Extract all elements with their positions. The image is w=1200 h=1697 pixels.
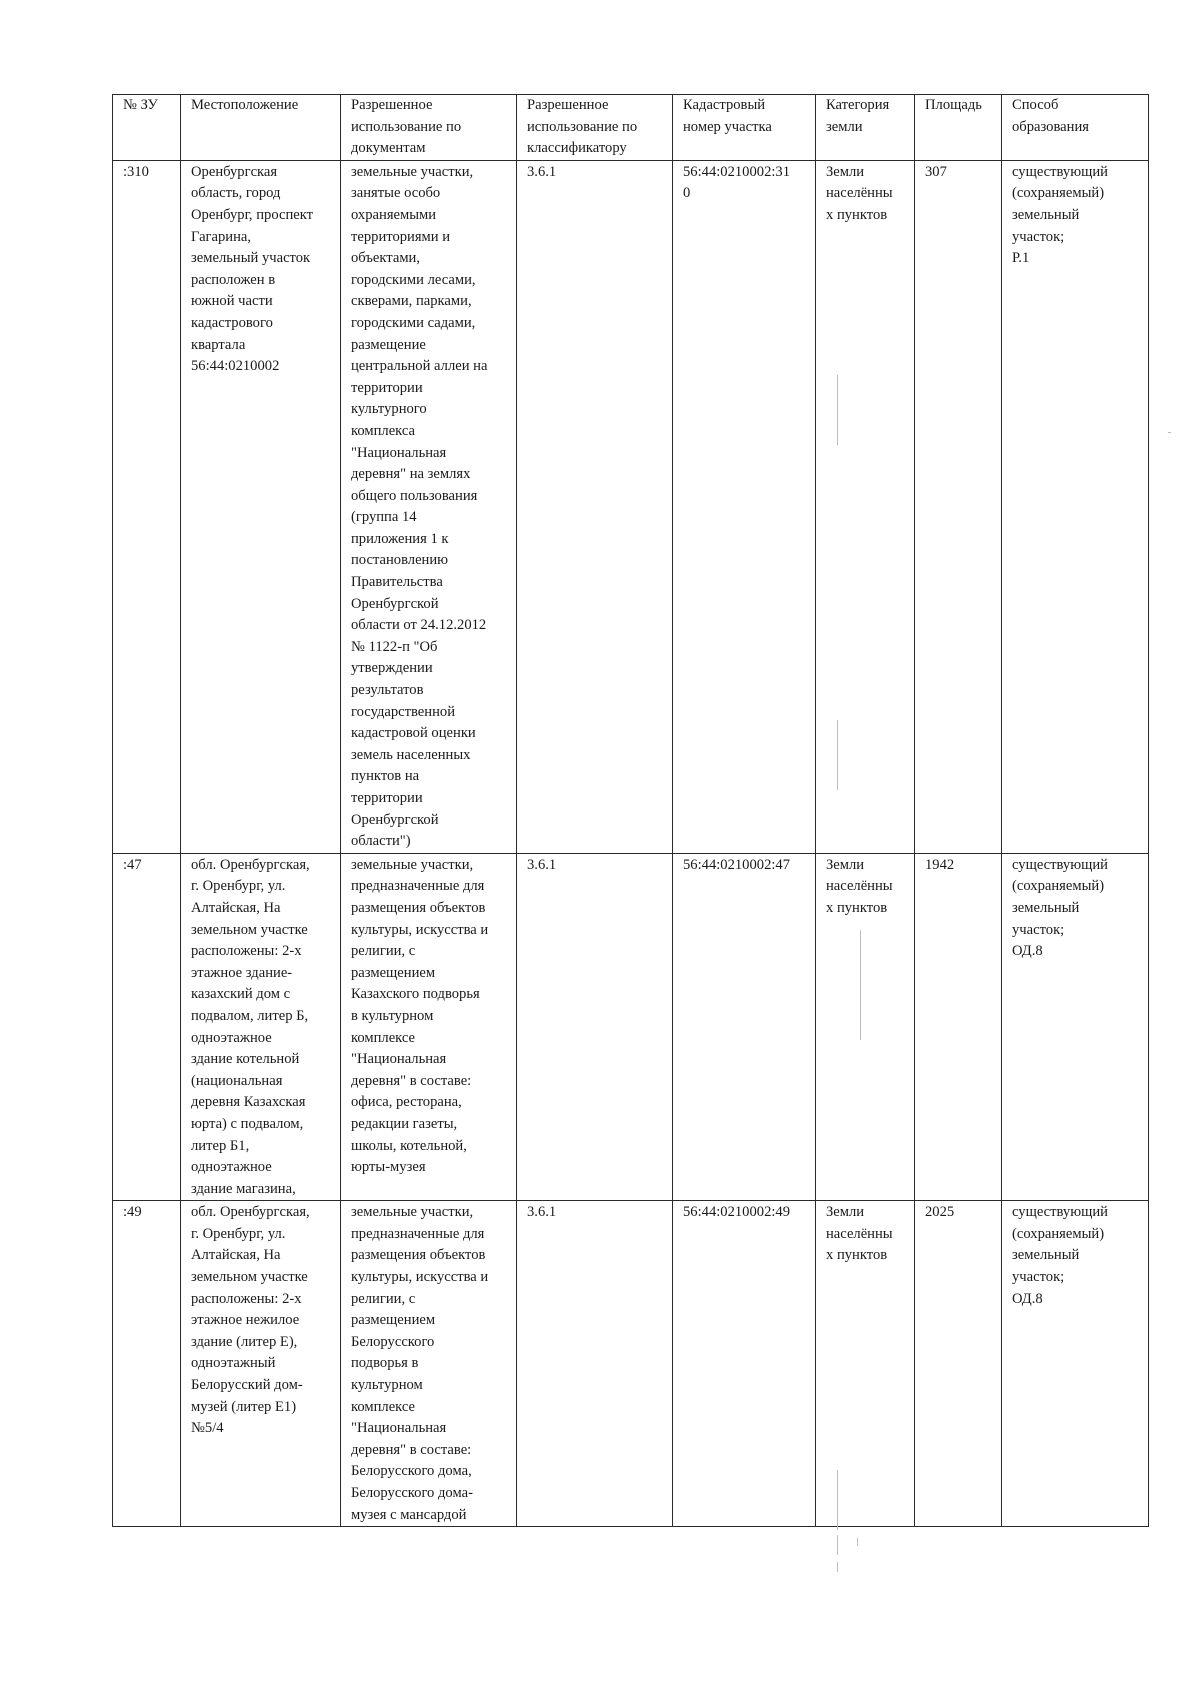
cell-formation-method: существующий (сохраняемый) земельный участок; ОД.8: [1002, 853, 1149, 1201]
cell-land-category: Земли населённы х пунктов: [816, 853, 915, 1201]
cell-cadastral-number: 56:44:0210002:49: [673, 1201, 816, 1527]
cell-cadastral-number: 56:44:0210002:31 0: [673, 160, 816, 853]
cell-permitted-use-docs: земельные участки, предназначенные для размещения объектов культуры, искусства и религии, с размещением Белорусского подворья в культурном комплексе "Национальная деревня" в составе: Белорусского дома, Белорусского дома- музея с мансардой: [341, 1201, 517, 1527]
cell-number: :47: [113, 853, 181, 1201]
cell-location: обл. Оренбургская, г. Оренбург, ул. Алтайская, На земельном участке расположены: 2-х этажное здание- казахский дом с подвалом, литер Б, одноэтажное здание котельной (национальная деревня Казахская юрта) с подвалом, литер Б1, одноэтажное здание магазина,: [181, 853, 341, 1201]
header-number: № ЗУ: [113, 95, 181, 161]
cell-land-category: Земли населённы х пунктов: [816, 1201, 915, 1527]
cell-formation-method: существующий (сохраняемый) земельный участок; ОД.8: [1002, 1201, 1149, 1527]
cell-number: :49: [113, 1201, 181, 1527]
cell-location: Оренбургская область, город Оренбург, проспект Гагарина, земельный участок расположен в южной части кадастрового квартала 56:44:0210002: [181, 160, 341, 853]
land-plots-table: [112, 94, 1149, 1527]
cell-permitted-use-classifier: 3.6.1: [517, 853, 673, 1201]
header-formation-method: Способ образования: [1002, 95, 1149, 161]
table-row: [113, 160, 1149, 853]
cell-number: :310: [113, 160, 181, 853]
scan-artifact: [837, 375, 838, 445]
scan-artifact: [1168, 432, 1171, 433]
cell-permitted-use-classifier: 3.6.1: [517, 1201, 673, 1527]
cell-permitted-use-classifier: 3.6.1: [517, 160, 673, 853]
cell-area: 1942: [915, 853, 1002, 1201]
table-row: [113, 853, 1149, 1201]
cell-land-category: Земли населённы х пунктов: [816, 160, 915, 853]
header-cadastral-number: Кадастровый номер участка: [673, 95, 816, 161]
header-land-category: Категория земли: [816, 95, 915, 161]
scan-artifact: [857, 1538, 858, 1546]
cell-area: 2025: [915, 1201, 1002, 1527]
scan-artifact: [837, 1535, 838, 1555]
cell-area: 307: [915, 160, 1002, 853]
scan-artifact: [860, 930, 861, 1040]
scan-artifact: [837, 720, 838, 790]
header-permitted-use-classifier: Разрешенное использование по классификатору: [517, 95, 673, 161]
scan-artifact: [837, 1562, 838, 1572]
cell-location: обл. Оренбургская, г. Оренбург, ул. Алтайская, На земельном участке расположены: 2-х этажное нежилое здание (литер Е), одноэтажный Белорусский дом- музей (литер Е1) №5/4: [181, 1201, 341, 1527]
cell-permitted-use-docs: земельные участки, предназначенные для размещения объектов культуры, искусства и религии, с размещением Казахского подворья в культурном комплексе "Национальная деревня" в составе: офиса, ресторана, редакции газеты, школы, котельной, юрты-музея: [341, 853, 517, 1201]
cell-formation-method: существующий (сохраняемый) земельный участок; Р.1: [1002, 160, 1149, 853]
table-header-row: [113, 95, 1149, 161]
scan-artifact: [837, 1470, 838, 1530]
header-location: Местоположение: [181, 95, 341, 161]
cell-cadastral-number: 56:44:0210002:47: [673, 853, 816, 1201]
header-permitted-use-docs: Разрешенное использование по документам: [341, 95, 517, 161]
cell-permitted-use-docs: земельные участки, занятые особо охраняемыми территориями и объектами, городскими лесами, скверами, парками, городскими садами, размещение центральной аллеи на территории культурного комплекса "Национальная деревня" на землях общего пользования (группа 14 приложения 1 к постановлению Правительства Оренбургской области от 24.12.2012 № 1122-п "Об утверждении результатов государственной кадастровой оценки земель населенных пунктов на территории Оренбургской области"): [341, 160, 517, 853]
table-row: [113, 1201, 1149, 1527]
header-area: Площадь: [915, 95, 1002, 161]
